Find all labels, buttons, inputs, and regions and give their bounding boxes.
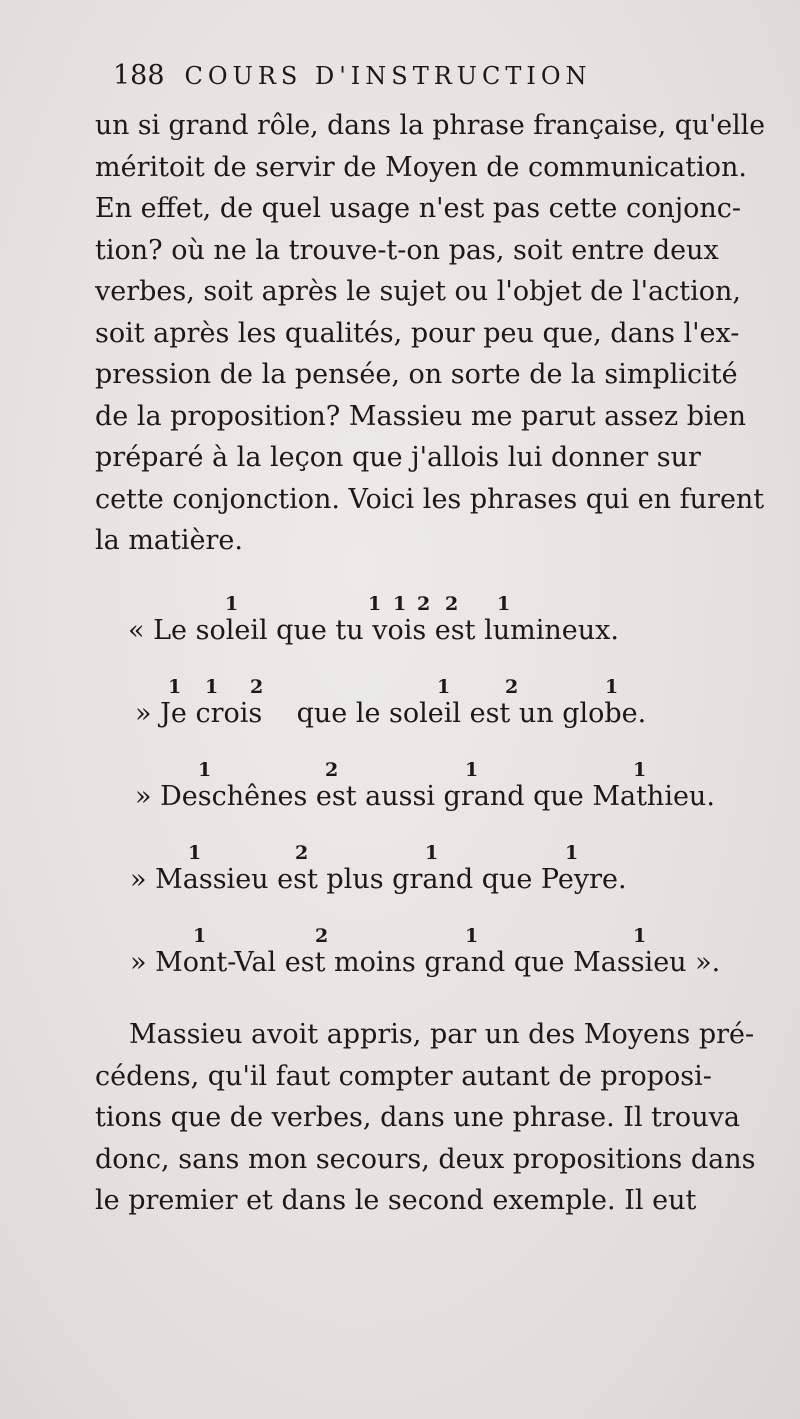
example-sentence: « Le soleil que tu vois est lumineux. [128, 615, 619, 646]
number-mark: 1 [198, 759, 212, 781]
number-mark: 1 [633, 759, 647, 781]
paragraph-2 [95, 1014, 765, 1222]
text-line: un si grand rôle, dans la phrase française, qu'elle [95, 110, 765, 141]
number-mark: 1 [205, 676, 219, 698]
text-line: donc, sans mon secours, deux propositions dans [95, 1143, 756, 1175]
number-mark: 1 [565, 842, 579, 864]
text-line: cédens, qu'il faut compter autant de proposi- [95, 1060, 712, 1092]
number-mark: 2 [250, 676, 264, 698]
text-line: soit après les qualités, pour peu que, dans l'ex- [95, 317, 740, 349]
number-mark: 2 [417, 593, 431, 615]
number-mark: 2 [325, 759, 339, 781]
number-mark: 1 [225, 593, 239, 615]
number-mark: 1 [393, 593, 407, 615]
number-mark: 2 [315, 925, 329, 947]
example-4 [125, 842, 785, 922]
example-numbers [125, 925, 785, 947]
text-line: pression de la pensée, on sorte de la simplicité [95, 359, 738, 390]
example-5 [125, 925, 785, 1005]
text-line: de la proposition? Massieu me parut assez bien [95, 400, 747, 432]
text-line: méritoit de servir de Moyen de communication. [95, 151, 747, 183]
example-numbers [125, 842, 785, 864]
number-mark: 1 [465, 925, 479, 947]
number-mark: 1 [605, 676, 619, 698]
text-line: verbes, soit après le sujet ou l'objet de l'action, [95, 276, 741, 307]
example-numbers [125, 593, 785, 615]
example-2 [125, 676, 785, 756]
example-1 [125, 593, 785, 673]
text-line: préparé à la leçon que j'allois lui donner sur [95, 442, 701, 473]
running-title: COURS D'INSTRUCTION [184, 62, 592, 90]
number-mark: 2 [505, 676, 519, 698]
text-line: le premier et dans le second exemple. Il eut [95, 1185, 697, 1216]
text-line: tion? où ne la trouve-t-on pas, soit entre deux [95, 234, 719, 266]
text-line: cette conjonction. Voici les phrases qui en furent [95, 483, 765, 515]
number-mark: 1 [193, 925, 207, 947]
text-line: la matière. [95, 525, 243, 556]
number-mark: 1 [465, 759, 479, 781]
number-mark: 1 [425, 842, 439, 864]
page-number: 188 [113, 60, 165, 91]
example-sentence: » Je crois que le soleil est un globe. [135, 698, 647, 729]
example-sentence: » Deschênes est aussi grand que Mathieu. [135, 781, 715, 812]
paragraph-1 [95, 105, 765, 562]
number-mark: 1 [437, 676, 451, 698]
number-mark: 2 [295, 842, 309, 864]
example-sentence: » Mont-Val est moins grand que Massieu ». [130, 947, 721, 978]
number-mark: 2 [445, 593, 459, 615]
example-numbers [125, 759, 785, 781]
example-numbers [125, 676, 785, 698]
number-mark: 1 [633, 925, 647, 947]
text-line: En effet, de quel usage n'est pas cette conjonc- [95, 193, 742, 224]
number-mark: 1 [497, 593, 511, 615]
number-mark: 1 [168, 676, 182, 698]
number-mark: 1 [188, 842, 202, 864]
example-3 [125, 759, 785, 839]
page-header [113, 60, 773, 91]
text-line: tions que de verbes, dans une phrase. Il trouva [95, 1102, 740, 1133]
number-mark: 1 [368, 593, 382, 615]
text-line: Massieu avoit appris, par un des Moyens pré- [129, 1019, 755, 1050]
example-sentence: » Massieu est plus grand que Peyre. [130, 864, 627, 895]
